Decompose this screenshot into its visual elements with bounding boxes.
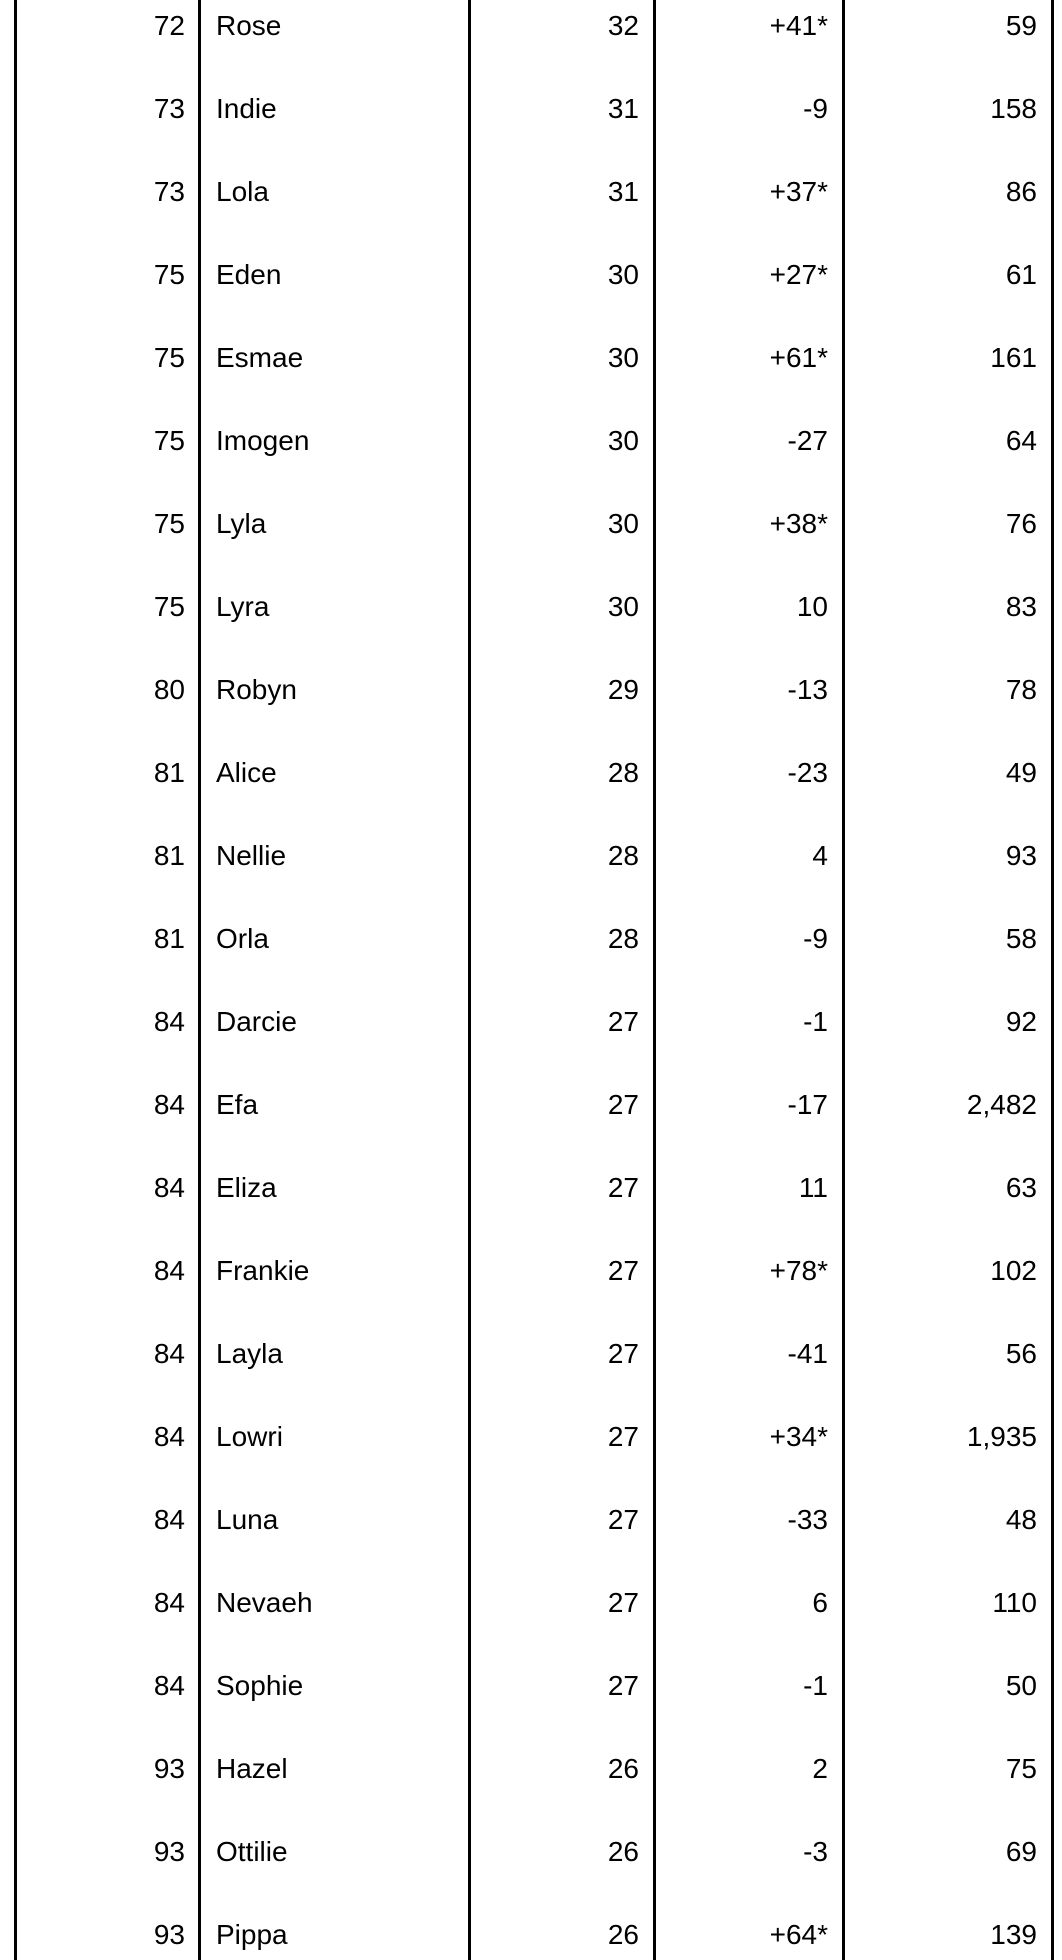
name-cell: Imogen [198, 399, 468, 482]
table-row [14, 0, 1054, 67]
table-row [14, 482, 1054, 565]
secondary-count-cell: 61 [842, 233, 1054, 316]
change-cell: 6 [653, 1561, 842, 1644]
table-row [14, 731, 1054, 814]
count-cell: 26 [468, 1893, 653, 1960]
change-cell: 10 [653, 565, 842, 648]
rank-cell: 81 [14, 731, 198, 814]
change-cell: -1 [653, 980, 842, 1063]
count-cell: 27 [468, 1146, 653, 1229]
rank-cell: 73 [14, 67, 198, 150]
table-row [14, 1229, 1054, 1312]
secondary-count-cell: 93 [842, 814, 1054, 897]
name-cell: Pippa [198, 1893, 468, 1960]
secondary-count-cell: 75 [842, 1727, 1054, 1810]
names-ranking-table [14, 0, 1054, 1960]
table-row [14, 1063, 1054, 1146]
table-row [14, 1561, 1054, 1644]
change-cell: -41 [653, 1312, 842, 1395]
rank-cell: 84 [14, 1229, 198, 1312]
change-cell: -1 [653, 1644, 842, 1727]
secondary-count-cell: 64 [842, 399, 1054, 482]
name-cell: Frankie [198, 1229, 468, 1312]
name-cell: Darcie [198, 980, 468, 1063]
secondary-count-cell: 59 [842, 0, 1054, 67]
rank-cell: 75 [14, 316, 198, 399]
secondary-count-cell: 2,482 [842, 1063, 1054, 1146]
secondary-count-cell: 49 [842, 731, 1054, 814]
table-row [14, 1727, 1054, 1810]
table-row [14, 814, 1054, 897]
count-cell: 28 [468, 814, 653, 897]
table-row [14, 1312, 1054, 1395]
table-row [14, 150, 1054, 233]
change-cell: -13 [653, 648, 842, 731]
table-row [14, 980, 1054, 1063]
count-cell: 27 [468, 1644, 653, 1727]
change-cell: +34* [653, 1395, 842, 1478]
name-cell: Lyla [198, 482, 468, 565]
count-cell: 30 [468, 316, 653, 399]
name-cell: Nevaeh [198, 1561, 468, 1644]
change-cell: -27 [653, 399, 842, 482]
secondary-count-cell: 63 [842, 1146, 1054, 1229]
rank-cell: 84 [14, 1312, 198, 1395]
count-cell: 27 [468, 1063, 653, 1146]
count-cell: 26 [468, 1810, 653, 1893]
count-cell: 27 [468, 980, 653, 1063]
rank-cell: 93 [14, 1727, 198, 1810]
change-cell: +78* [653, 1229, 842, 1312]
secondary-count-cell: 58 [842, 897, 1054, 980]
rank-cell: 75 [14, 399, 198, 482]
rank-cell: 84 [14, 1561, 198, 1644]
rank-cell: 75 [14, 482, 198, 565]
change-cell: -9 [653, 897, 842, 980]
count-cell: 27 [468, 1229, 653, 1312]
change-cell: +61* [653, 316, 842, 399]
count-cell: 30 [468, 233, 653, 316]
count-cell: 30 [468, 399, 653, 482]
count-cell: 28 [468, 897, 653, 980]
name-cell: Luna [198, 1478, 468, 1561]
name-cell: Orla [198, 897, 468, 980]
count-cell: 27 [468, 1312, 653, 1395]
secondary-count-cell: 56 [842, 1312, 1054, 1395]
name-cell: Esmae [198, 316, 468, 399]
secondary-count-cell: 69 [842, 1810, 1054, 1893]
table-row [14, 67, 1054, 150]
table-row [14, 1146, 1054, 1229]
change-cell: +37* [653, 150, 842, 233]
rank-cell: 84 [14, 1146, 198, 1229]
table-row [14, 1395, 1054, 1478]
secondary-count-cell: 48 [842, 1478, 1054, 1561]
secondary-count-cell: 102 [842, 1229, 1054, 1312]
table-row [14, 897, 1054, 980]
change-cell: -3 [653, 1810, 842, 1893]
rank-cell: 84 [14, 980, 198, 1063]
change-cell: -23 [653, 731, 842, 814]
table-row [14, 1478, 1054, 1561]
secondary-count-cell: 139 [842, 1893, 1054, 1960]
secondary-count-cell: 86 [842, 150, 1054, 233]
rank-cell: 81 [14, 814, 198, 897]
secondary-count-cell: 83 [842, 565, 1054, 648]
rank-cell: 80 [14, 648, 198, 731]
count-cell: 29 [468, 648, 653, 731]
count-cell: 26 [468, 1727, 653, 1810]
change-cell: +38* [653, 482, 842, 565]
secondary-count-cell: 78 [842, 648, 1054, 731]
name-cell: Rose [198, 0, 468, 67]
table-row [14, 1810, 1054, 1893]
count-cell: 27 [468, 1395, 653, 1478]
name-cell: Lola [198, 150, 468, 233]
change-cell: 2 [653, 1727, 842, 1810]
name-cell: Lowri [198, 1395, 468, 1478]
change-cell: -17 [653, 1063, 842, 1146]
rank-cell: 81 [14, 897, 198, 980]
name-cell: Eden [198, 233, 468, 316]
change-cell: -9 [653, 67, 842, 150]
name-cell: Sophie [198, 1644, 468, 1727]
table-row [14, 648, 1054, 731]
secondary-count-cell: 76 [842, 482, 1054, 565]
count-cell: 30 [468, 482, 653, 565]
name-cell: Indie [198, 67, 468, 150]
count-cell: 28 [468, 731, 653, 814]
name-cell: Eliza [198, 1146, 468, 1229]
rank-cell: 84 [14, 1063, 198, 1146]
rank-cell: 84 [14, 1644, 198, 1727]
name-cell: Nellie [198, 814, 468, 897]
name-cell: Alice [198, 731, 468, 814]
secondary-count-cell: 158 [842, 67, 1054, 150]
secondary-count-cell: 110 [842, 1561, 1054, 1644]
count-cell: 32 [468, 0, 653, 67]
rank-cell: 72 [14, 0, 198, 67]
table-row [14, 399, 1054, 482]
change-cell: +64* [653, 1893, 842, 1960]
rank-cell: 73 [14, 150, 198, 233]
change-cell: 11 [653, 1146, 842, 1229]
table-row [14, 233, 1054, 316]
secondary-count-cell: 161 [842, 316, 1054, 399]
name-cell: Layla [198, 1312, 468, 1395]
count-cell: 31 [468, 150, 653, 233]
table-row [14, 1644, 1054, 1727]
name-cell: Robyn [198, 648, 468, 731]
name-cell: Hazel [198, 1727, 468, 1810]
table-row [14, 1893, 1054, 1960]
name-cell: Lyra [198, 565, 468, 648]
secondary-count-cell: 1,935 [842, 1395, 1054, 1478]
secondary-count-cell: 92 [842, 980, 1054, 1063]
count-cell: 27 [468, 1478, 653, 1561]
count-cell: 30 [468, 565, 653, 648]
count-cell: 27 [468, 1561, 653, 1644]
name-cell: Ottilie [198, 1810, 468, 1893]
change-cell: -33 [653, 1478, 842, 1561]
secondary-count-cell: 50 [842, 1644, 1054, 1727]
rank-cell: 75 [14, 233, 198, 316]
count-cell: 31 [468, 67, 653, 150]
change-cell: +41* [653, 0, 842, 67]
table-row [14, 316, 1054, 399]
rank-cell: 84 [14, 1478, 198, 1561]
table-row [14, 565, 1054, 648]
rank-cell: 75 [14, 565, 198, 648]
rank-cell: 93 [14, 1893, 198, 1960]
rank-cell: 84 [14, 1395, 198, 1478]
rank-cell: 93 [14, 1810, 198, 1893]
change-cell: 4 [653, 814, 842, 897]
change-cell: +27* [653, 233, 842, 316]
name-cell: Efa [198, 1063, 468, 1146]
